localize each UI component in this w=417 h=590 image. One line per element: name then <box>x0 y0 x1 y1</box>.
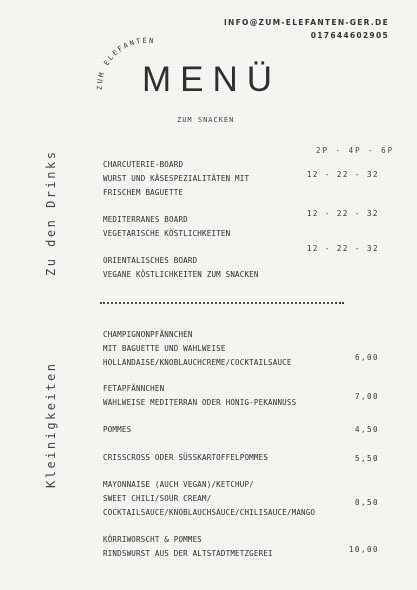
menu-price-champignon: 6,00 <box>354 353 379 362</box>
menu-price-pommes: 4,50 <box>354 425 379 434</box>
drinks-link[interactable]: Zu den Drinks <box>44 149 58 276</box>
page-title: MENÜ <box>142 60 282 99</box>
menu-item-mediterranes: MEDITERRANES BOARD VEGETARISCHE KÖSTLICHKEITEN <box>103 215 231 238</box>
menu-price-saucen: 0,50 <box>354 498 379 507</box>
section-divider <box>100 302 344 304</box>
contact-phone[interactable]: 017644602905 <box>310 31 389 40</box>
menu-item-charcuterie: CHARCUTERIE-BOARD WURST UND KÄSESPEZIALITÄTEN MIT FRISCHEM BAGUETTE <box>103 160 250 197</box>
contact-email[interactable]: INFO@ZUM-ELEFANTEN-GER.DE <box>223 18 389 27</box>
page-subtitle: ZUM SNACKEN <box>177 116 235 124</box>
menu-price-feta: 7,00 <box>354 392 379 401</box>
menu-price-charcuterie: 12 - 22 - 32 <box>306 170 379 179</box>
menu-price-koerriworscht: 10,00 <box>348 545 379 554</box>
menu-price-orientalisches: 12 - 22 - 32 <box>306 244 379 253</box>
menu-item-orientalisches: ORIENTALISCHES BOARD VEGANE KÖSTLICHKEITEN ZUM SNACKEN <box>103 256 259 279</box>
portion-columns-header: 2P - 4P - 6P <box>316 146 395 155</box>
section-label-kleinigkeiten: Kleinigkeiten <box>44 361 58 488</box>
menu-item-pommes: POMMES <box>103 425 132 434</box>
svg-text:ZUM ELEFANTEN: ZUM ELEFANTEN <box>95 36 156 91</box>
menu-item-saucen: MAYONNAISE (AUCH VEGAN)/KETCHUP/ SWEET CHILI/SOUR CREAM/ COCKTAILSAUCE/KNOBLAUCHSAUCE/CHILISAUCE/MANGO <box>103 480 316 517</box>
menu-item-koerriworscht: KÖRRIWORSCHT & POMMES RINDSWURST AUS DER ALTSTADTMETZGEREI <box>103 535 273 558</box>
menu-price-mediterranes: 12 - 22 - 32 <box>306 209 379 218</box>
menu-price-crisscross: 5,50 <box>354 454 379 463</box>
menu-item-champignon: CHAMPIGNONPFÄNNCHEN MIT BAGUETTE UND WAHLWEISE HOLLANDAISE/KNOBLAUCHCREME/COCKTAILSAUCE <box>103 330 292 367</box>
menu-item-crisscross: CRISSCROSS ODER SÜSSKARTOFFELPOMMES <box>103 453 269 462</box>
menu-item-feta: FETAPFÄNNCHEN WAHLWEISE MEDITERRAN ODER HONIG-PEKANNUSS <box>103 384 297 407</box>
